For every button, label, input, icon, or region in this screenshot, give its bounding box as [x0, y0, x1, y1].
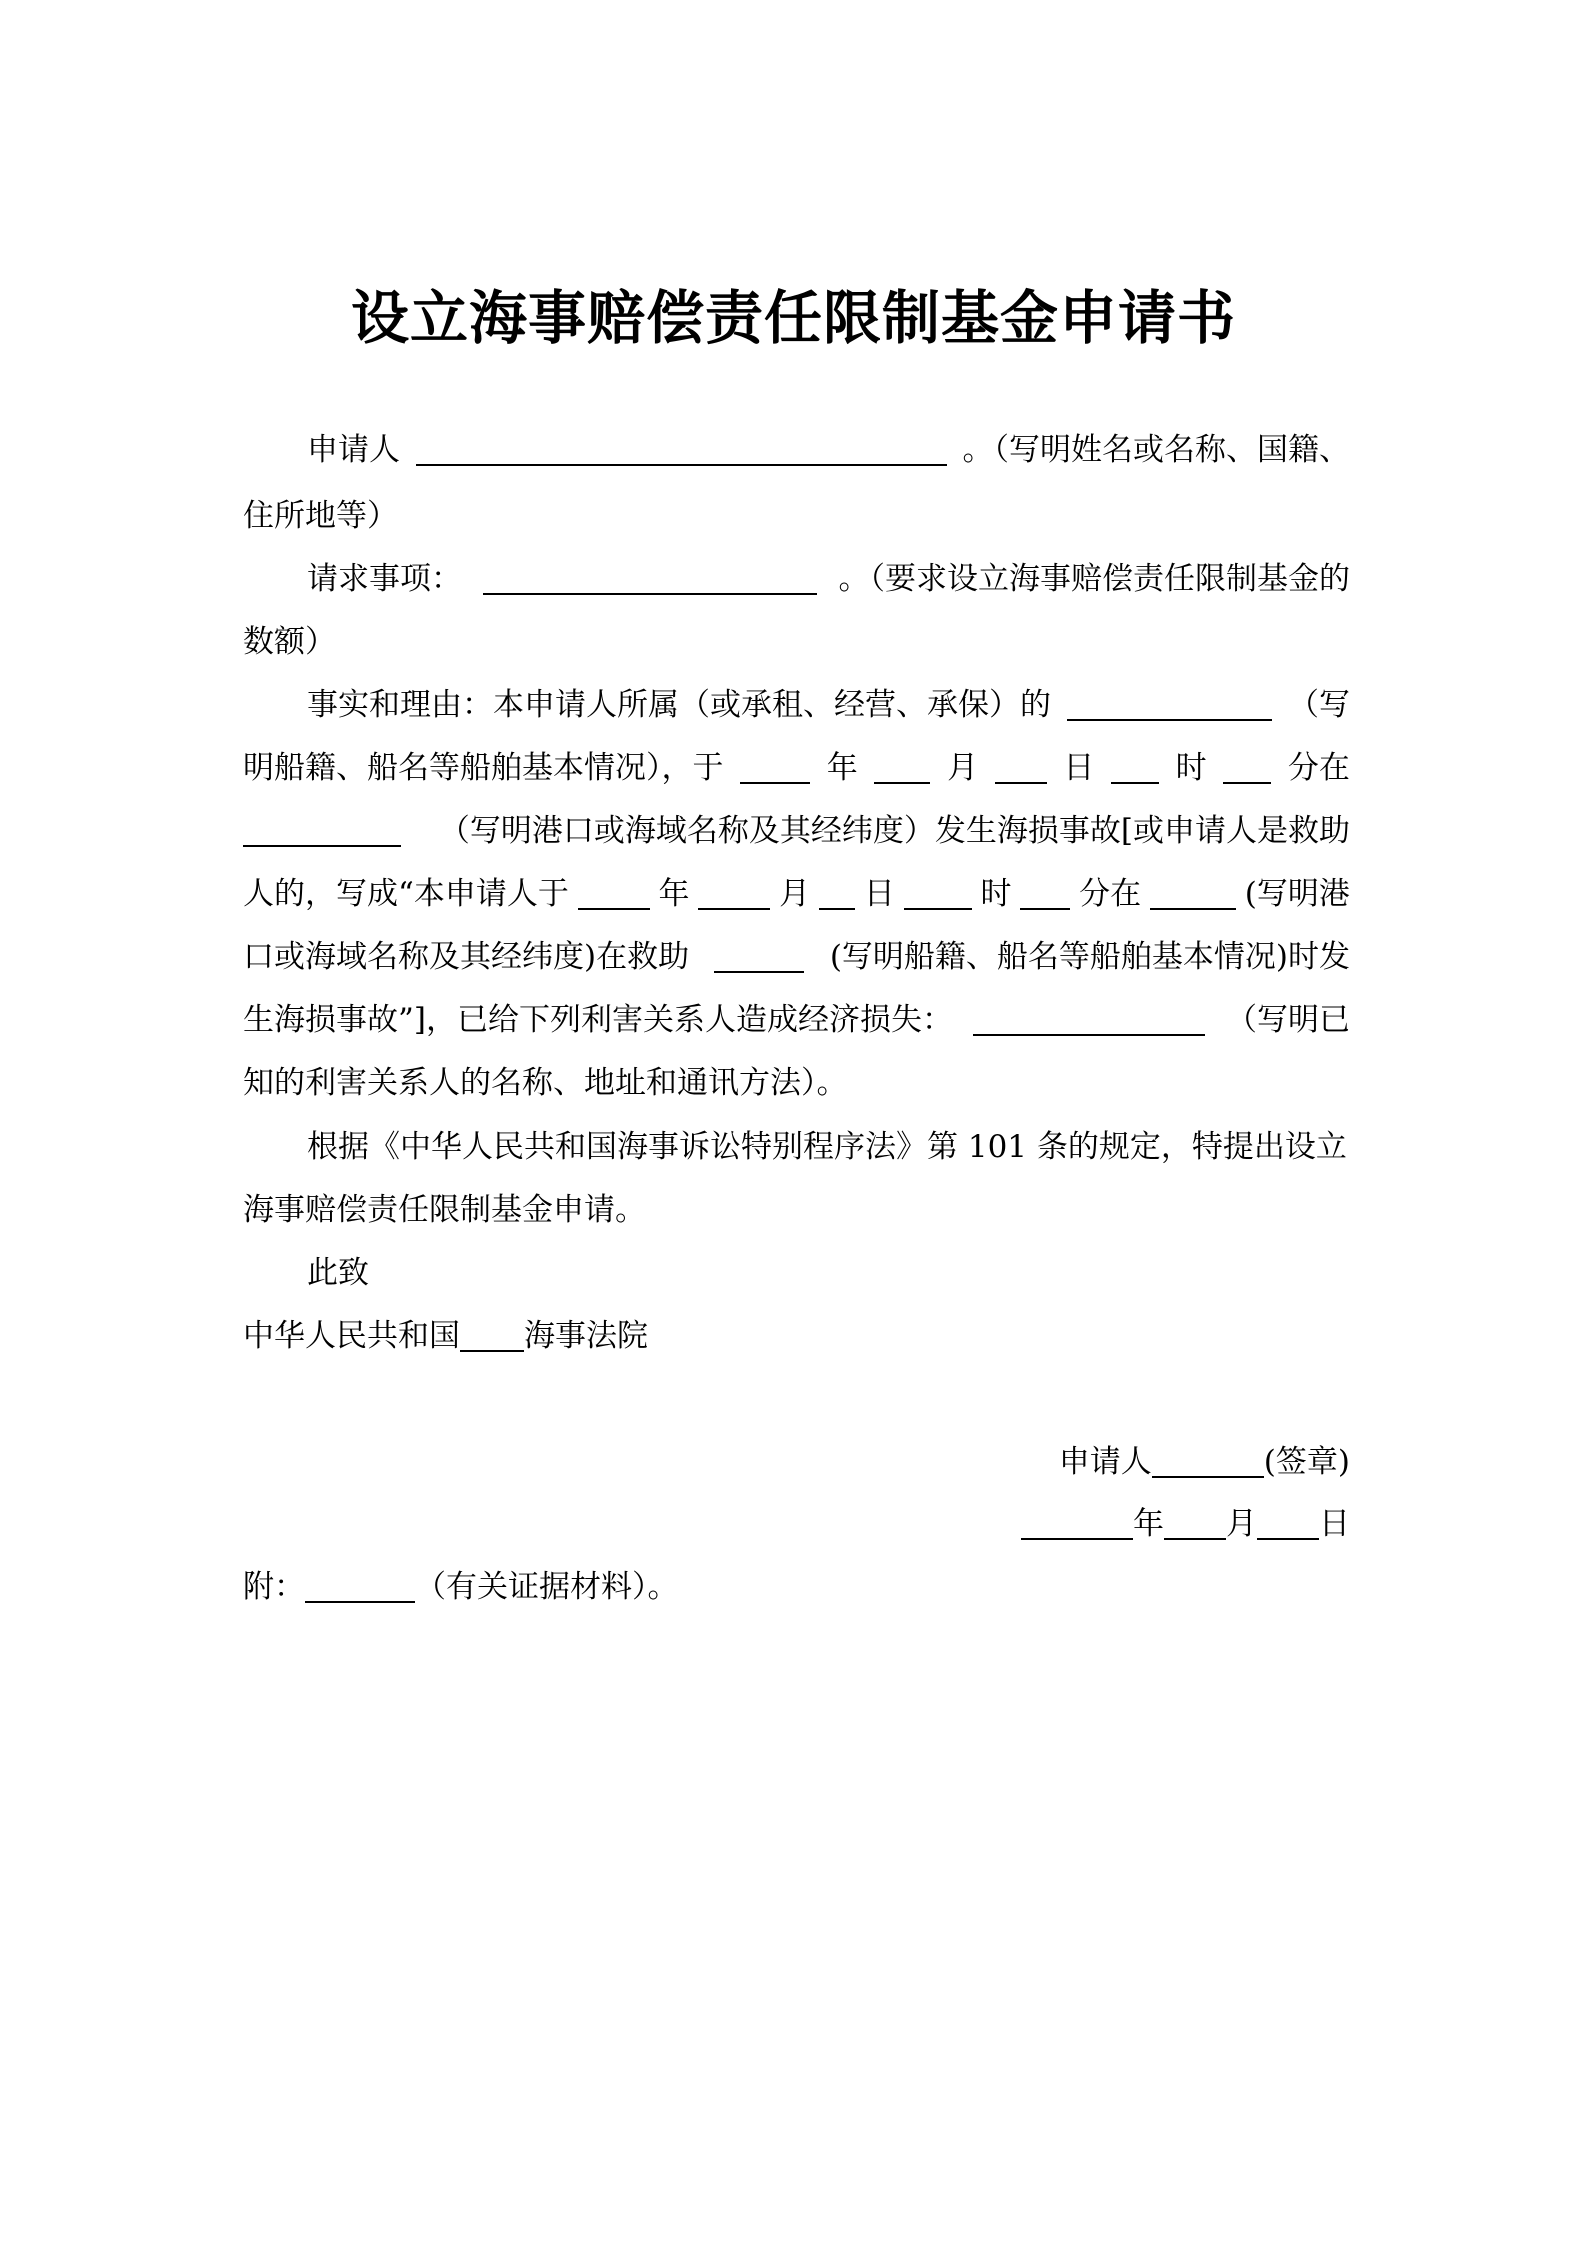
interested-parties-blank[interactable]: [973, 1004, 1205, 1036]
facts-text: 明船籍、船名等船舶基本情况），于: [243, 750, 724, 786]
ship-blank[interactable]: [1067, 689, 1272, 721]
accident-year-blank[interactable]: [740, 752, 810, 784]
facts-text: 月: [947, 750, 979, 786]
claim-line-2: [243, 622, 1350, 662]
salvage-location-blank[interactable]: [1150, 878, 1236, 910]
facts-line-1: [243, 685, 1350, 725]
signature-date-line: [243, 1504, 1350, 1544]
facts-text: 事实和理由：本申请人所属（或承租、经营、承保）的: [307, 687, 1051, 723]
claim-amount-blank[interactable]: [483, 563, 817, 595]
salutation-line: [243, 1253, 1350, 1293]
accident-day-blank[interactable]: [995, 752, 1047, 784]
document-title: 设立海事赔偿责任限制基金申请书: [350, 284, 1236, 352]
sign-month-blank[interactable]: [1164, 1508, 1226, 1540]
facts-text: 年: [658, 876, 690, 912]
salvage-day-blank[interactable]: [819, 878, 855, 910]
basis-text: 根据《中华人民共和国海事诉讼特别程序法》第 101 条的规定，特提出设立: [307, 1129, 1347, 1165]
applicant-name-blank[interactable]: [416, 434, 947, 466]
facts-text: 分在: [1079, 876, 1142, 912]
facts-text: （写明港口或海域名称及其经纬度）发生海损事故[或申请人是救助: [438, 813, 1350, 849]
claim-label: 请求事项：: [307, 561, 462, 597]
salvage-hour-blank[interactable]: [904, 878, 972, 910]
applicant-instruction-cont: 住所地等）: [243, 498, 398, 534]
facts-text: (写明船籍、船名等船舶基本情况)时发: [829, 939, 1350, 975]
claim-line: [243, 559, 1350, 599]
attachment-instruction: （有关证据材料）。: [415, 1569, 679, 1605]
sign-day-blank[interactable]: [1257, 1508, 1319, 1540]
basis-line-1: [243, 1127, 1350, 1167]
facts-text: (写明港: [1244, 876, 1350, 912]
facts-line-6: [243, 1000, 1350, 1040]
attachment-blank[interactable]: [305, 1571, 415, 1603]
facts-text: 知的利害关系人的名称、地址和通讯方法）。: [243, 1065, 848, 1101]
facts-text: 月: [779, 876, 811, 912]
sign-year-blank[interactable]: [1021, 1508, 1133, 1540]
facts-text: 年: [826, 750, 858, 786]
facts-text: 生海损事故”]，已给下列利害关系人造成经济损失：: [243, 1002, 953, 1038]
facts-line-7: [243, 1063, 1350, 1103]
facts-line-2: [243, 748, 1350, 788]
seal-label: (签章): [1263, 1444, 1350, 1480]
facts-line-4: [243, 874, 1350, 914]
facts-text: 日: [863, 876, 895, 912]
accident-location-blank[interactable]: [243, 815, 401, 847]
facts-text: （写: [1288, 687, 1350, 723]
claim-instruction-cont: 数额）: [243, 624, 336, 660]
claim-instruction: 。（要求设立海事赔偿责任限制基金的: [838, 561, 1350, 597]
signature-label: 申请人: [1058, 1444, 1152, 1480]
accident-month-blank[interactable]: [874, 752, 930, 784]
facts-line-3: [243, 811, 1350, 851]
facts-text: 日: [1063, 750, 1095, 786]
month-label: 月: [1226, 1506, 1257, 1542]
attachment-label: 附：: [243, 1569, 305, 1605]
facts-text: 分在: [1287, 750, 1350, 786]
accident-hour-blank[interactable]: [1111, 752, 1159, 784]
salvage-month-blank[interactable]: [698, 878, 770, 910]
facts-text: 口或海域名称及其经纬度)在救助: [243, 939, 690, 975]
facts-text: 时: [980, 876, 1012, 912]
facts-line-5: [243, 937, 1350, 977]
court-line: [243, 1316, 1350, 1356]
applicant-label: 申请人: [307, 432, 400, 468]
facts-text: 时: [1175, 750, 1207, 786]
day-label: 日: [1319, 1506, 1350, 1542]
court-suffix: 海事法院: [524, 1318, 648, 1354]
salvaged-ship-blank[interactable]: [714, 941, 804, 973]
accident-minute-blank[interactable]: [1223, 752, 1271, 784]
applicant-line-2: [243, 496, 1350, 536]
applicant-instruction: 。（写明姓名或名称、国籍、: [962, 432, 1350, 468]
attachment-line: [243, 1567, 1350, 1607]
year-label: 年: [1133, 1506, 1164, 1542]
signature-blank[interactable]: [1152, 1446, 1264, 1478]
signature-line: [243, 1442, 1350, 1482]
court-prefix: 中华人民共和国: [243, 1318, 460, 1354]
facts-text: 人的，写成“本申请人于: [243, 876, 569, 912]
salvage-year-blank[interactable]: [578, 878, 650, 910]
basis-line-2: [243, 1190, 1350, 1230]
court-name-blank[interactable]: [460, 1320, 524, 1352]
applicant-line: [243, 430, 1350, 470]
salvage-minute-blank[interactable]: [1020, 878, 1070, 910]
salutation: 此致: [307, 1255, 369, 1291]
basis-text: 海事赔偿责任限制基金申请。: [243, 1192, 646, 1228]
facts-text: （写明已: [1225, 1002, 1350, 1038]
